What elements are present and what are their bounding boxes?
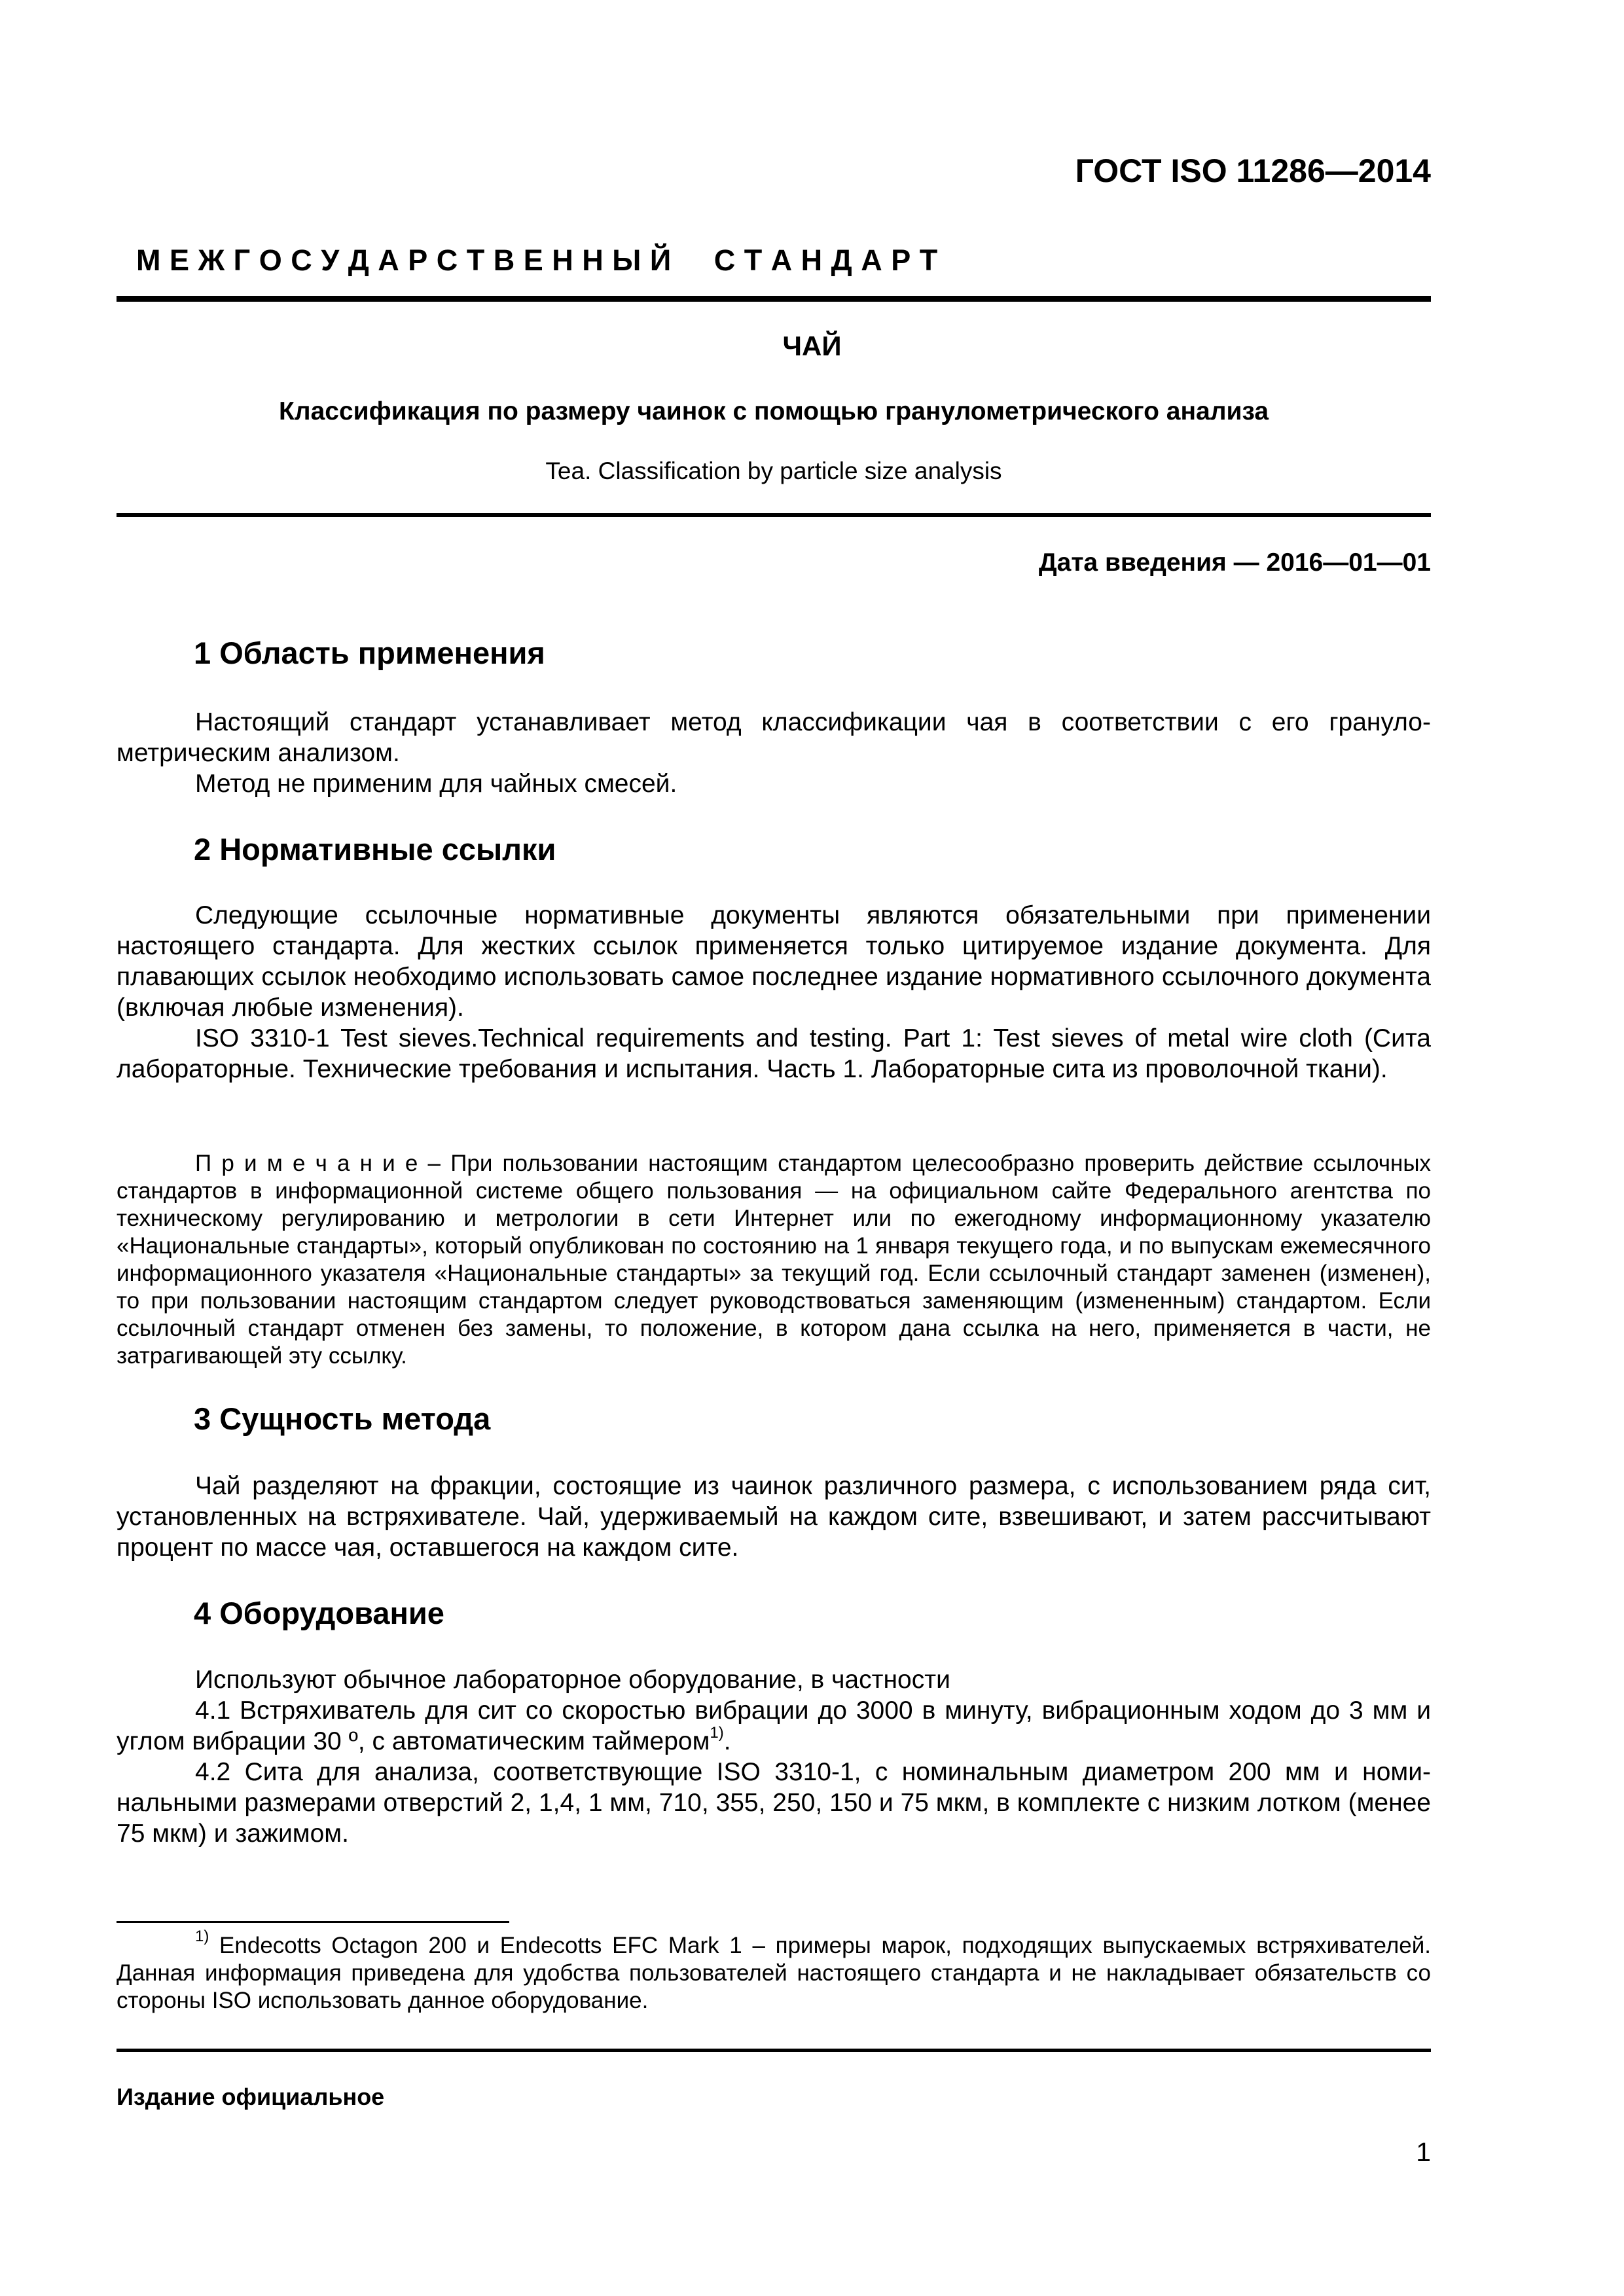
standard-type: М Е Ж Г О С У Д А Р С Т В Е Н Н Ы Й С Т А Н Д А Р Т — [136, 243, 938, 277]
section-1-paragraph-2-text: Метод не применим для чайных смесей. — [195, 770, 677, 798]
section-2-paragraph-1 — [117, 900, 1431, 1023]
section-1-paragraph-1 — [117, 707, 1431, 768]
section-2-paragraph-1-text: Следующие ссылочные нормативные документы являются обязательными при применении настоящего стандарта. Для жестких ссылок применяется только цитируемое издание документа. Для плавающих ссылок необходимо использовать самое последнее издание нормативного ссылочного документа (включая любые изменения). — [117, 901, 1431, 1022]
standard-code: ГОСТ ISO 11286—2014 — [1075, 152, 1431, 189]
footnote-text: Endecotts Octagon 200 и Endecotts EFC Mark 1 – примеры марок, подходящих выпускаемых встряхивателей. Данная информация приведена для удобства пользователей настоящего стандарта и не накладывает обязательств со стороны ISO использовать данное оборудование. — [117, 1933, 1431, 2013]
section-4-item-4-1-text: 4.1 Встряхиватель для сит со скоростью вибрации до 3000 в минуту, вибрационным ходом до 3 мм и углом вибрации 30 º, с автоматическим таймером — [117, 1696, 1431, 1755]
intro-date: Дата введения — 2016—01—01 — [1038, 548, 1431, 577]
footnote-ref: 1) — [710, 1724, 724, 1742]
section-2-note — [117, 1150, 1431, 1370]
footnote-marker: 1) — [195, 1928, 209, 1945]
section-3-paragraph-1-text: Чай разделяют на фракции, состоящие из чаинок различного размера, с использованием ряда сит, установленных на встряхивателе. Чай, удерживаемый на каждом сите, взвешивают, и затем рассчитывают процент по массе чая, оставшегося на каждом сите. — [117, 1472, 1431, 1562]
note-text: – При пользовании настоящим стандартом целесообразно проверить действие ссылочных стандартов в информационной системе общего пользования — на официальном сайте Федерального агентства по техническому регулированию и метрологии в сети Интернет или по ежегодному информационному указателю «Национальные стандарты», который опубликован по состоянию на 1 января текущего года, и по выпускам ежемесячного информационного указателя «Национальные стандарты» за текущий год. Если ссылочный стандарт заменен (изменен), то при пользовании настоящим стандартом следует руководствоваться заменяющим (измененным) стандартом. Если ссылочный стандарт отменен без замены, то положение, в котором дана ссылка на него, применяется в части, не затрагивающей эту ссылку. — [117, 1151, 1431, 1369]
edition-label: Издание официальное — [117, 2083, 385, 2110]
section-2-paragraph-2-text: ISO 3310-1 Test sieves.Technical requirements and testing. Part 1: Test sieves of metal wire cloth (Сита лабораторные. Технические требования и испытания. Часть 1. Лабораторные сита из проволочной ткани). — [117, 1024, 1431, 1083]
section-4-paragraph-1-text: Используют обычное лабораторное оборудование, в частности — [195, 1666, 950, 1694]
section-1-heading: 1 Область применения — [194, 636, 545, 670]
note-label: П р и м е ч а н и е — [195, 1151, 418, 1176]
footnote-rule — [117, 1921, 509, 1923]
footnote — [117, 1928, 1431, 2015]
section-4-heading: 4 Оборудование — [194, 1596, 444, 1630]
section-4-item-4-1 — [117, 1695, 1431, 1757]
section-4-paragraph-2 — [117, 1695, 1431, 1757]
section-3-heading: 3 Сущность метода — [194, 1401, 491, 1436]
section-2-paragraph-2 — [117, 1023, 1431, 1085]
section-2-heading: 2 Нормативные ссылки — [194, 832, 556, 867]
section-4-paragraph-1 — [117, 1664, 1431, 1695]
title-rule — [117, 513, 1431, 517]
document-subtitle-en: Tea. Classification by particle size analysis — [545, 457, 1002, 484]
document-subtitle-ru: Классификация по размеру чаинок с помощью гранулометрического анализа — [278, 397, 1269, 425]
section-1-paragraph-2 — [117, 768, 1431, 799]
document-title: ЧАЙ — [782, 331, 842, 361]
section-4-paragraph-3 — [117, 1757, 1431, 1849]
section-1-paragraph-1-text: Настоящий стандарт устанавливает метод классификации чая в соответствии с его гранулометрическим анализом. — [117, 708, 1431, 767]
section-3-paragraph-1 — [117, 1471, 1431, 1563]
page-number: 1 — [1416, 2137, 1431, 2167]
header-rule — [117, 296, 1431, 302]
footer-rule — [117, 2049, 1431, 2052]
section-4-item-4-2: 4.2 Сита для анализа, соответствующие ISO 3310-1, с номинальным диаметром 200 мм и номинальными размерами отверстий 2, 1,4, 1 мм, 710, 355, 250, 150 и 75 мкм, в комплекте с низким лотком (менее 75 мкм) и зажимом. — [117, 1758, 1431, 1848]
section-4-item-4-1-end: . — [723, 1727, 731, 1755]
